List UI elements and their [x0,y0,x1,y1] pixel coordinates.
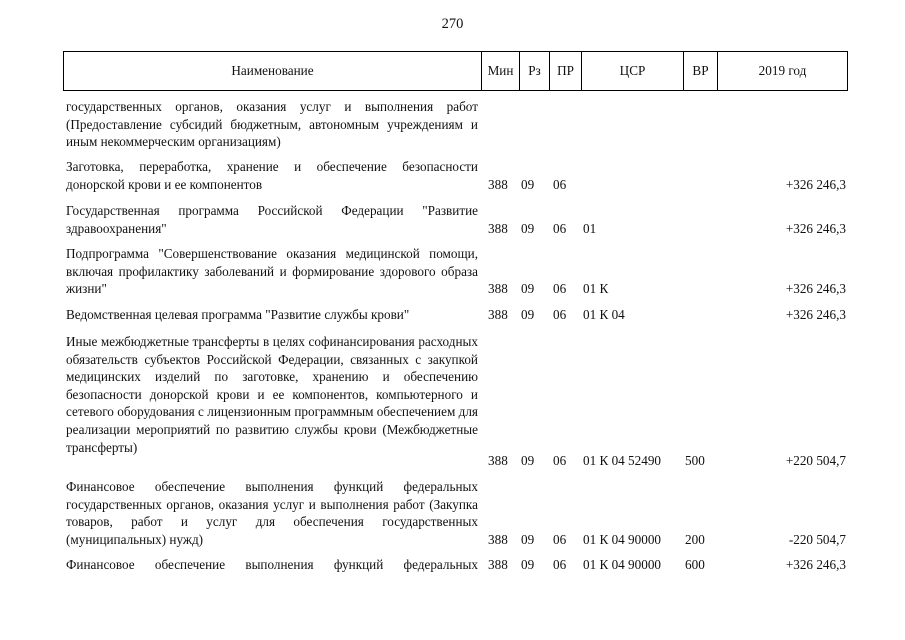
row-name: Заготовка, переработка, хранение и обеспечение безопасности донорской крови и ее компонентов [66,159,478,192]
row-min: 388 [488,557,508,572]
row-pr: 06 [553,307,567,322]
row-rz: 09 [521,557,535,572]
header-min: Мин [482,52,520,91]
row-vr: 500 [685,453,705,468]
row-name: Подпрограмма "Совершенствование оказания медицинской помощи, включая профилактику заболеваний и формирование здорового образа жизни" [66,246,478,297]
row-min: 388 [488,307,508,322]
row-pr: 06 [553,220,567,236]
row-pr: 06 [553,176,567,192]
row-amount: +326 246,3 [785,557,846,572]
row-min: 388 [488,220,508,236]
page-number: 270 [441,16,464,32]
row-amount: +326 246,3 [785,281,846,297]
row-min: 388 [488,176,508,192]
row-csr: 01 К 04 90000 [583,531,662,547]
row-pr: 06 [553,281,567,297]
row-pr: 06 [553,531,567,547]
row-name: государственных органов, оказания услуг и выполнения работ (Предоставление субсидий бюджетным, автономным учреждениям и иным некоммерческим организациям) [66,99,478,150]
row-name: Ведомственная целевая программа "Развитие службы крови" [66,307,410,322]
row-min: 388 [488,453,508,468]
row-name: Иные межбюджетные трансферты в целях софинансирования расходных обязательств субъектов Российской Федерации, связанных с закупкой медицинских изделий по заготовке, хранению и обеспечению безопасности донорской крови и ее компонентов, компьютерного и сетевого оборудования с лицензионным программным обеспечением для реализации мероприятий по развитию службы крови (Межбюджетные трансферты) [66,334,478,455]
header-csr: ЦСР [582,52,684,91]
row-rz: 09 [521,307,535,322]
row-name: Финансовое обеспечение выполнения функций федеральных [66,557,478,572]
row-csr: 01 К 04 52490 [583,453,662,468]
header-rz: Рз [520,52,550,91]
row-rz: 09 [521,281,535,297]
row-amount: +326 246,3 [785,307,846,322]
row-amount: +326 246,3 [785,176,846,192]
row-min: 388 [488,531,508,547]
row-csr: 01 К 04 [583,307,625,322]
row-csr: 01 К 04 90000 [583,557,662,572]
row-amount: +220 504,7 [785,453,846,468]
row-rz: 09 [521,220,535,236]
row-vr: 600 [685,557,705,572]
header-pr: ПР [550,52,582,91]
row-min: 388 [488,281,508,297]
row-csr: 01 [583,220,597,236]
header-year: 2019 год [718,52,848,91]
row-pr: 06 [553,557,567,572]
row-pr: 06 [553,453,567,468]
row-vr: 200 [685,531,705,547]
row-amount: -220 504,7 [788,531,846,547]
header-name: Наименование [64,52,482,91]
row-name: Финансовое обеспечение выполнения функций федеральных государственных органов, оказания услуг и выполнения работ (Закупка товаров, работ и услуг для обеспечения государственных (муниципальных) нужд) [66,479,478,547]
row-name: Государственная программа Российской Федерации "Развитие здравоохранения" [66,203,478,236]
row-csr: 01 К [583,281,609,297]
header-vr: ВР [684,52,718,91]
row-rz: 09 [521,531,535,547]
row-rz: 09 [521,453,535,468]
row-rz: 09 [521,176,535,192]
row-amount: +326 246,3 [785,220,846,236]
table-header [63,51,848,91]
